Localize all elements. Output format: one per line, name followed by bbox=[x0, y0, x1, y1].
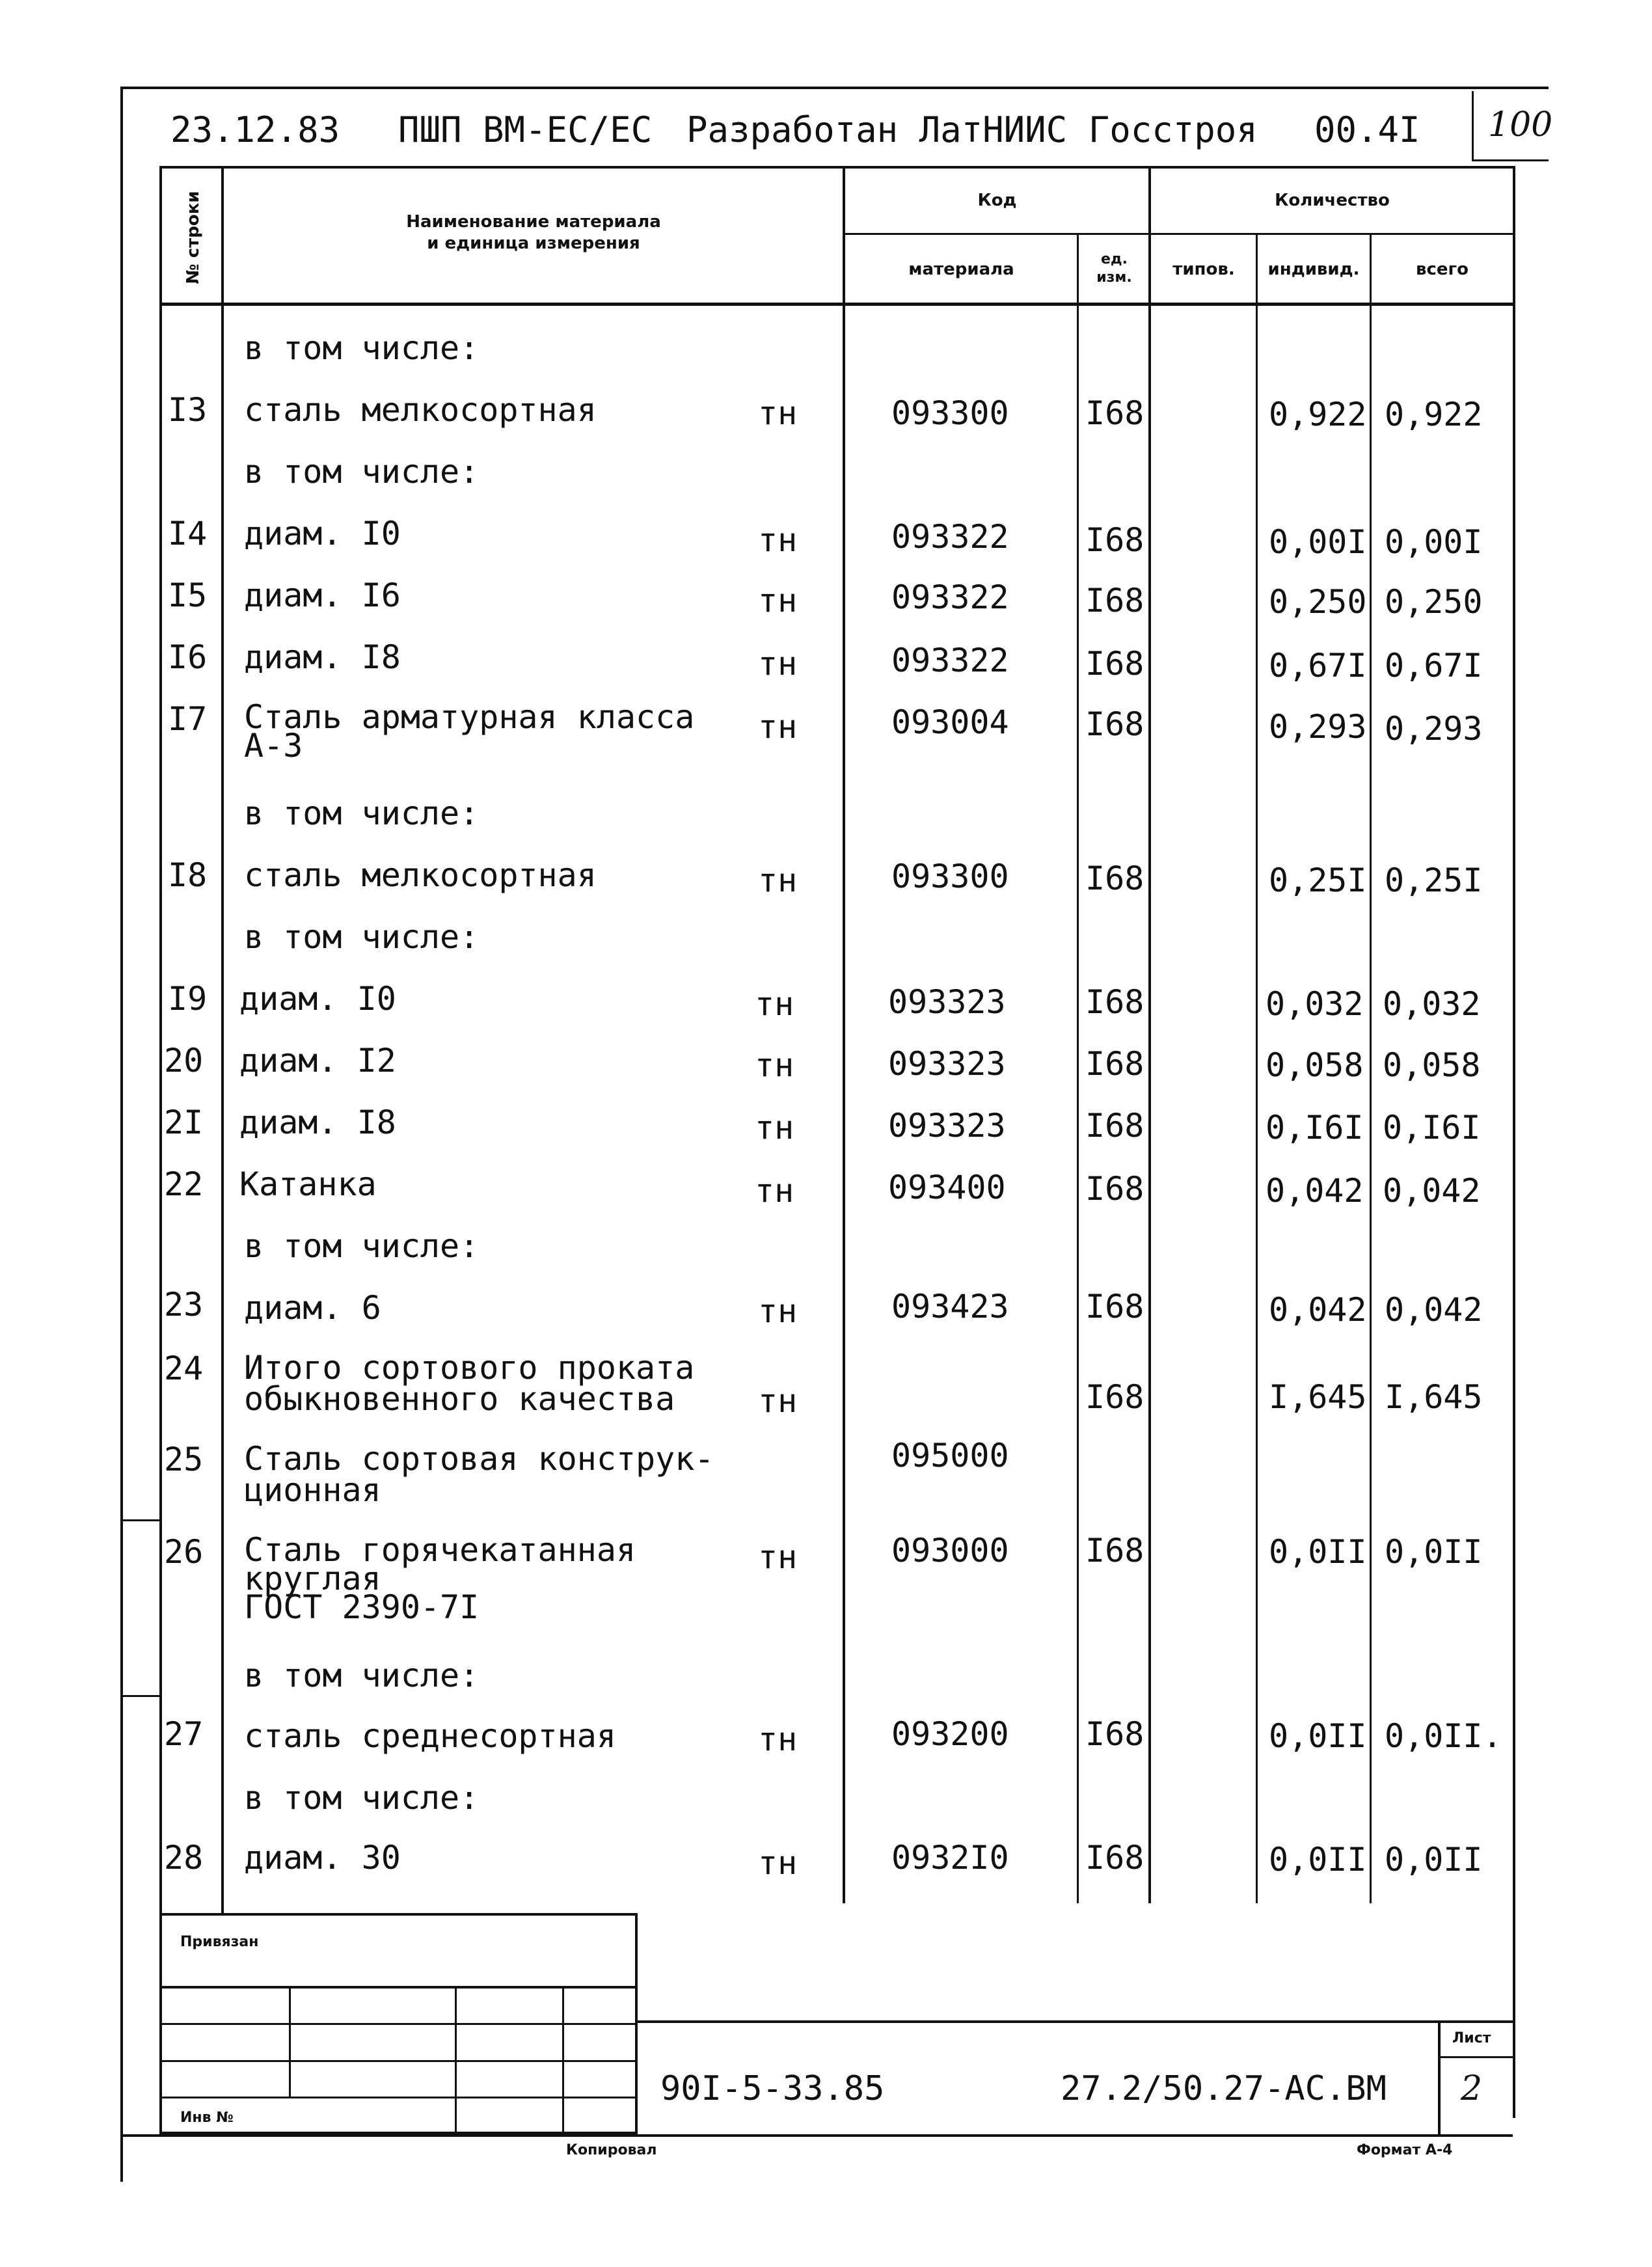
row-name: диам. I8 bbox=[239, 1104, 396, 1141]
row-individual: 0,0II bbox=[1269, 1841, 1367, 1879]
row-number: 28 bbox=[164, 1839, 204, 1877]
sheet-number: 2 bbox=[1461, 2069, 1483, 2108]
row-number: 24 bbox=[164, 1350, 204, 1387]
row-name: Сталь горячекатанная круглая ГОСТ 2390-7I bbox=[244, 1531, 636, 1626]
row-unit: тн bbox=[758, 1538, 798, 1576]
row-number: 20 bbox=[164, 1042, 204, 1079]
row-individual: 0,032 bbox=[1266, 985, 1364, 1023]
inv-no-label: Инв № bbox=[180, 2110, 234, 2126]
header-qty-typical: типов. bbox=[1172, 260, 1235, 279]
row-total: 0,058 bbox=[1383, 1046, 1481, 1084]
header-qty-total: всего bbox=[1416, 260, 1469, 279]
row-unit-code: I68 bbox=[1085, 1839, 1144, 1877]
row-individual: 0,25I bbox=[1269, 862, 1367, 899]
row-code: 093323 bbox=[888, 1107, 1006, 1145]
header-code-material: материала bbox=[908, 260, 1014, 279]
row-name: в том числе: bbox=[244, 1657, 480, 1694]
row-unit: тн bbox=[755, 1109, 794, 1147]
row-name: диам. I6 bbox=[244, 577, 401, 614]
row-code: 095000 bbox=[891, 1437, 1009, 1474]
document-code: 27.2/50.27-АС.ВМ bbox=[1061, 2069, 1387, 2108]
header-date: 23.12.83 bbox=[170, 109, 340, 150]
row-unit: тн bbox=[758, 394, 798, 432]
row-unit: тн bbox=[758, 1382, 798, 1420]
row-code: 093200 bbox=[891, 1715, 1009, 1753]
row-code: 093322 bbox=[891, 518, 1009, 556]
page-mark: 100 bbox=[1488, 105, 1553, 144]
row-individual: 0,293 bbox=[1269, 708, 1367, 746]
row-total: 0,922 bbox=[1385, 396, 1483, 433]
row-number: I3 bbox=[168, 391, 208, 429]
row-individual: I,645 bbox=[1269, 1378, 1367, 1416]
row-unit: тн bbox=[758, 645, 798, 683]
row-unit-code: I68 bbox=[1085, 1045, 1144, 1083]
row-code: 093400 bbox=[888, 1169, 1006, 1206]
row-unit: тн bbox=[758, 862, 798, 899]
row-unit: тн bbox=[758, 708, 798, 746]
row-unit: тн bbox=[758, 1292, 798, 1330]
row-total: 0,I6I bbox=[1383, 1109, 1481, 1147]
header-sub-line bbox=[843, 233, 1513, 235]
row-individual: 0,042 bbox=[1266, 1172, 1364, 1210]
row-name: в том числе: bbox=[244, 329, 480, 367]
project-number: 90I-5-33.85 bbox=[660, 2069, 885, 2108]
header-code-unit: ед. изм. bbox=[1096, 251, 1132, 286]
header-code: Код bbox=[977, 191, 1017, 210]
col-line-name bbox=[843, 166, 845, 1903]
row-number: 27 bbox=[164, 1715, 204, 1753]
row-name: диам. 6 bbox=[244, 1289, 381, 1327]
row-total: 0,293 bbox=[1385, 710, 1483, 748]
row-unit: тн bbox=[755, 1172, 794, 1210]
margin-tick-1 bbox=[120, 1519, 159, 1521]
row-name: сталь мелкосортная bbox=[244, 391, 597, 429]
row-number: I7 bbox=[168, 700, 208, 738]
row-name: в том числе: bbox=[244, 1227, 480, 1265]
row-name: диам. I0 bbox=[239, 980, 396, 1018]
page-mark-box bbox=[1472, 91, 1553, 161]
col-line-left bbox=[159, 166, 162, 1913]
row-total: 0,042 bbox=[1383, 1172, 1481, 1210]
row-unit-code: I68 bbox=[1085, 645, 1144, 683]
row-number: 26 bbox=[164, 1533, 204, 1571]
row-number: I8 bbox=[168, 856, 208, 894]
col-line-right bbox=[1513, 166, 1515, 2118]
row-name: диам. 30 bbox=[244, 1839, 401, 1877]
row-unit: тн bbox=[758, 521, 798, 559]
row-total: 0,00I bbox=[1385, 523, 1483, 561]
row-total: 0,25I bbox=[1385, 862, 1483, 899]
row-total: 0,0II bbox=[1385, 1841, 1483, 1879]
row-number: 2I bbox=[164, 1104, 204, 1141]
col-line-unit bbox=[1148, 166, 1151, 1903]
row-unit-code: I68 bbox=[1085, 1378, 1144, 1416]
title-block-bottom bbox=[120, 2134, 1513, 2137]
header-code: ПШП ВМ-ЕС/ЕС bbox=[398, 109, 653, 150]
row-number: I4 bbox=[168, 515, 208, 552]
row-name: сталь мелкосортная bbox=[244, 856, 597, 894]
linked-block bbox=[159, 1913, 638, 2134]
outer-left-border bbox=[120, 87, 123, 2182]
header-quantity: Количество bbox=[1275, 191, 1390, 210]
row-number: I9 bbox=[168, 980, 208, 1018]
sheet-cell-line bbox=[1438, 2020, 1441, 2134]
row-unit: тн bbox=[755, 1046, 794, 1084]
row-name: Итого сортового проката обыкновенного качества bbox=[244, 1349, 695, 1418]
title-block-top bbox=[638, 2020, 1513, 2023]
row-name: в том числе: bbox=[244, 918, 480, 956]
row-code: 093000 bbox=[891, 1532, 1009, 1569]
row-code: 093300 bbox=[891, 858, 1009, 895]
row-code: 093300 bbox=[891, 394, 1009, 432]
row-code: 093322 bbox=[891, 578, 1009, 616]
row-unit: тн bbox=[758, 1844, 798, 1882]
row-unit-code: I68 bbox=[1085, 394, 1144, 432]
row-total: 0,042 bbox=[1385, 1291, 1483, 1329]
header-row-no: № строки bbox=[183, 191, 203, 284]
row-code: 093004 bbox=[891, 703, 1009, 741]
row-unit-code: I68 bbox=[1085, 1170, 1144, 1208]
row-number: 25 bbox=[164, 1441, 204, 1478]
row-individual: 0,0II bbox=[1269, 1717, 1367, 1755]
row-name: диам. I2 bbox=[239, 1042, 396, 1079]
col-line-individual bbox=[1370, 233, 1372, 1903]
row-unit-code: I68 bbox=[1085, 521, 1144, 559]
format-label: Формат А-4 bbox=[1357, 2142, 1453, 2158]
row-total: I,645 bbox=[1385, 1378, 1483, 1416]
row-total: 0,032 bbox=[1383, 985, 1481, 1023]
row-name: Катанка bbox=[239, 1165, 377, 1203]
row-name: Сталь сортовая конструк- ционная bbox=[244, 1440, 714, 1509]
row-individual: 0,058 bbox=[1266, 1046, 1364, 1084]
row-individual: 0,67I bbox=[1269, 647, 1367, 685]
row-total: 0,0II. bbox=[1385, 1717, 1502, 1755]
header-name: Наименование материала и единица измерения bbox=[406, 212, 661, 253]
header-qty-individual: индивид. bbox=[1267, 260, 1360, 279]
header-bottom-line bbox=[159, 303, 1513, 306]
row-number: 23 bbox=[164, 1286, 204, 1324]
header-developer: Разработан ЛатНИИС Госстроя bbox=[686, 109, 1258, 150]
copied-label: Копировал bbox=[566, 2142, 657, 2158]
row-total: 0,0II bbox=[1385, 1533, 1483, 1571]
row-total: 0,67I bbox=[1385, 647, 1483, 685]
header-number: 00.4I bbox=[1314, 109, 1420, 150]
row-unit-code: I68 bbox=[1085, 1288, 1144, 1325]
row-name: сталь среднесортная bbox=[244, 1717, 616, 1755]
row-unit-code: I68 bbox=[1085, 983, 1144, 1021]
row-unit-code: I68 bbox=[1085, 705, 1144, 743]
row-individual: 0,250 bbox=[1269, 583, 1367, 621]
row-name: диам. I8 bbox=[244, 638, 401, 676]
row-number: I6 bbox=[168, 638, 208, 676]
row-name: диам. I0 bbox=[244, 515, 401, 552]
row-code: 093323 bbox=[888, 983, 1006, 1021]
row-number: 22 bbox=[164, 1165, 204, 1203]
row-unit-code: I68 bbox=[1085, 1715, 1144, 1753]
row-name: в том числе: bbox=[244, 1779, 480, 1817]
row-code: 093323 bbox=[888, 1045, 1006, 1083]
row-name: Сталь арматурная класса А-3 bbox=[244, 698, 695, 765]
row-total: 0,250 bbox=[1385, 583, 1483, 621]
sheet-cell-divider bbox=[1438, 2056, 1513, 2058]
margin-tick-2 bbox=[120, 1695, 159, 1697]
row-individual: 0,042 bbox=[1269, 1291, 1367, 1329]
row-unit: тн bbox=[755, 985, 794, 1023]
table-top-border bbox=[159, 166, 1513, 169]
row-name: в том числе: bbox=[244, 794, 480, 832]
col-line-no bbox=[221, 166, 224, 1913]
col-line-typical bbox=[1256, 233, 1258, 1903]
row-unit-code: I68 bbox=[1085, 582, 1144, 619]
row-code: 093322 bbox=[891, 642, 1009, 679]
linked-label: Привязан bbox=[180, 1934, 259, 1950]
row-unit-code: I68 bbox=[1085, 1532, 1144, 1569]
row-unit: тн bbox=[758, 1720, 798, 1758]
top-border bbox=[120, 87, 1549, 89]
sheet-label: Лист bbox=[1452, 2030, 1491, 2046]
row-unit-code: I68 bbox=[1085, 860, 1144, 897]
row-code: 0932I0 bbox=[891, 1839, 1009, 1877]
row-individual: 0,I6I bbox=[1266, 1109, 1364, 1147]
row-number: I5 bbox=[168, 577, 208, 614]
row-individual: 0,00I bbox=[1269, 523, 1367, 561]
row-unit: тн bbox=[758, 582, 798, 619]
col-line-code bbox=[1077, 233, 1079, 1903]
row-unit-code: I68 bbox=[1085, 1107, 1144, 1145]
row-individual: 0,0II bbox=[1269, 1533, 1367, 1571]
row-code: 093423 bbox=[891, 1288, 1009, 1325]
row-individual: 0,922 bbox=[1269, 396, 1367, 433]
row-name: в том числе: bbox=[244, 453, 480, 491]
